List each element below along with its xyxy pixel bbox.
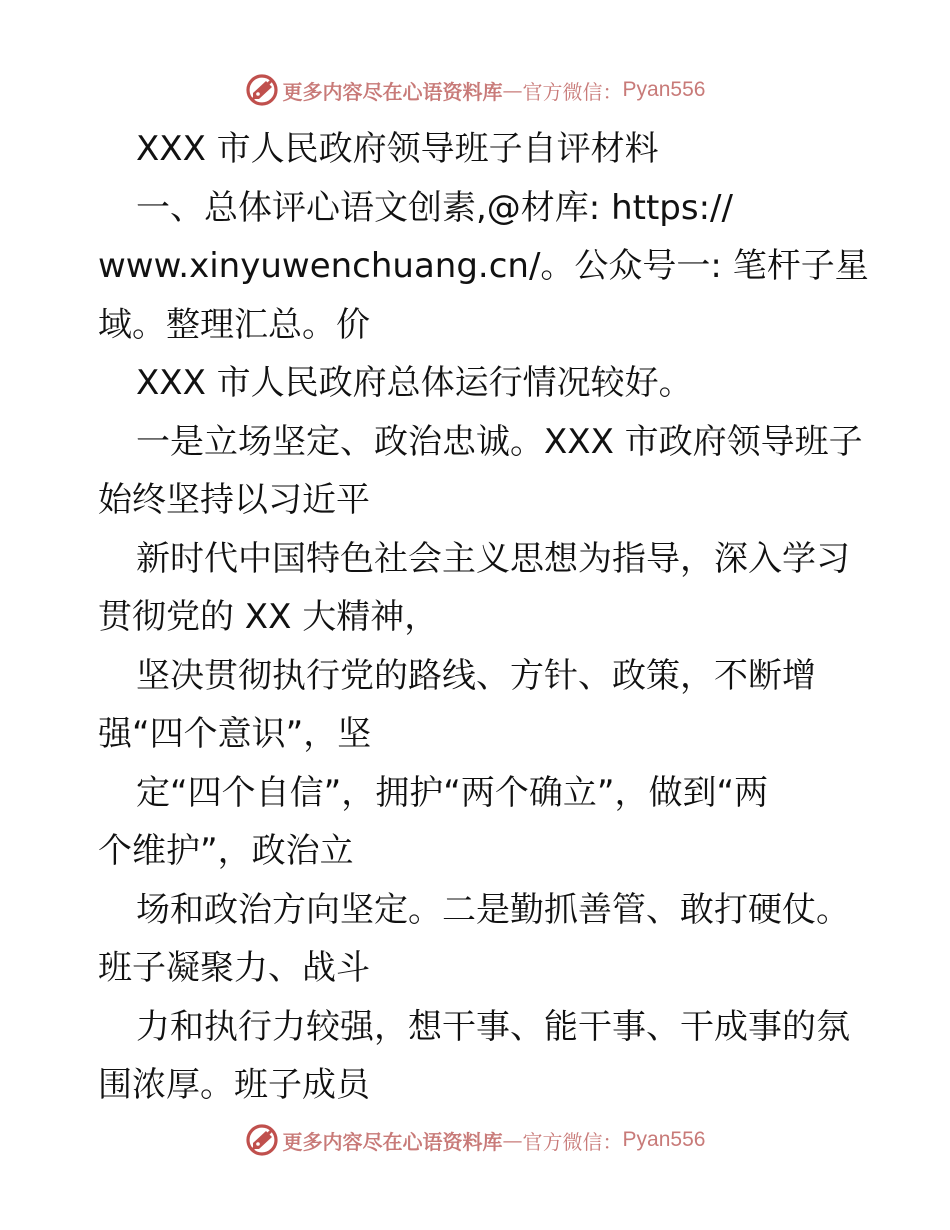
text-line: www.xinyuwenchuang.cn/。公众号一: 笔杆子星 <box>98 246 869 286</box>
ink-pen-logo-icon <box>245 1123 279 1157</box>
footer-contact-label: 官方微信： <box>522 1129 623 1154</box>
text-line: 力和执行力较强，想干事、能干事、干成事的氛 <box>136 1006 850 1047</box>
text-line: 场和政治方向坚定。二是勤抓善管、敢打硬仗。 <box>136 889 850 930</box>
header-dash: — <box>502 78 523 102</box>
text-line: 围浓厚。班子成员 <box>98 1065 370 1105</box>
text-line: 个维护”，政治立 <box>98 831 354 871</box>
text-line: 一、总体评心语文创素,@材库: https:// <box>136 187 733 228</box>
footer-promo-text: 更多内容尽在心语资料库 <box>282 1129 503 1154</box>
header-banner <box>0 70 950 110</box>
header-promo-text: 更多内容尽在心语资料库 <box>282 79 503 104</box>
text-line: 坚决贯彻执行党的路线、方针、政策，不断增 <box>136 655 816 696</box>
text-line: 一是立场坚定、政治忠诚。XXX 市政府领导班子 <box>136 421 863 462</box>
document-title: XXX 市人民政府领导班子自评材料 <box>136 129 659 169</box>
text-line: 域。整理汇总。价 <box>98 304 370 345</box>
text-line: 贯彻党的 XX 大精神， <box>98 597 439 637</box>
text-line: 强“四个意识”，坚 <box>98 714 372 754</box>
header-contact-id: Pyan556 <box>622 78 706 101</box>
text-line: 始终坚持以习近平 <box>98 480 370 520</box>
footer-banner <box>0 1120 950 1160</box>
document-body <box>98 120 869 1115</box>
footer-dash: — <box>502 1128 523 1152</box>
text-line: XXX 市人民政府总体运行情况较好。 <box>136 363 693 403</box>
text-line: 定“四个自信”，拥护“两个确立”，做到“两 <box>136 772 769 813</box>
text-line: 班子凝聚力、战斗 <box>98 948 370 988</box>
ink-pen-logo-icon <box>245 73 279 107</box>
footer-contact-id: Pyan556 <box>622 1128 706 1151</box>
header-contact-label: 官方微信： <box>522 79 623 104</box>
text-line: 新时代中国特色社会主义思想为指导，深入学习 <box>136 538 850 579</box>
